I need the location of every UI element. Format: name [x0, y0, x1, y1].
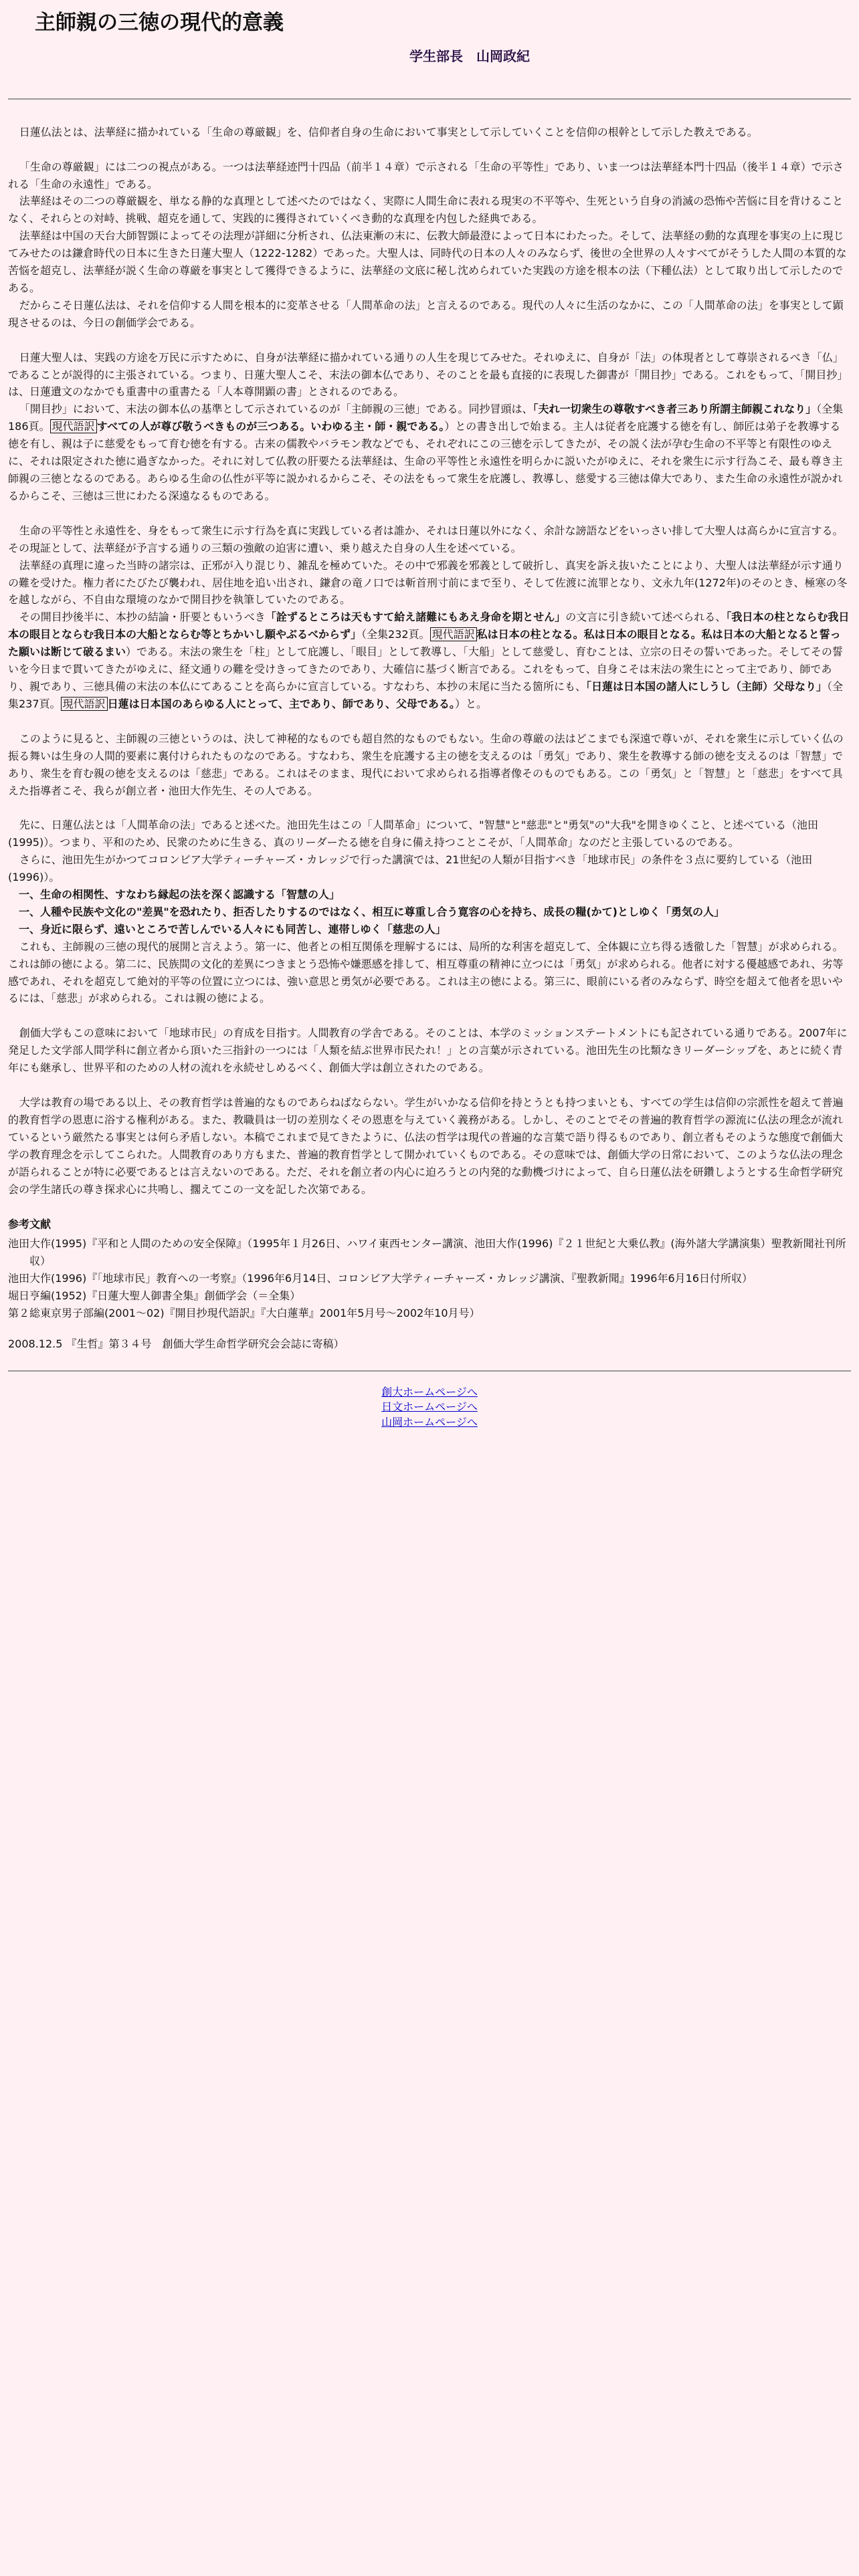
divider — [8, 1370, 851, 1372]
translation-text: 私は日本の柱となる。私は日本の眼目となる。私は日本の大船となると誓った願いは断じて破るまい — [8, 628, 841, 659]
reference-item: 池田大作(1995)『平和と人間のための安全保障』（1995年１月26日、ハワイ東西センター講演、池田大作(1996)『２１世紀と大乗仏教』(海外諸大学講演集）聖教新聞社刊所収） — [8, 1237, 846, 1268]
page-title: 主師親の三徳の現代的意義 — [35, 11, 284, 35]
section-global-citizen — [8, 817, 851, 1007]
link-japanese-dept-homepage[interactable]: 日文ホームページへ — [381, 1400, 478, 1414]
paragraph: だからこそ日蓮仏法は、それを信仰する人間を根本的に変革させる「人間革命の法」と言えるのである。現代の人々に生活のなかに、この「人間革命の法」を事実として顕現させるのは、今日の創価学会である。 — [8, 298, 844, 329]
translation-text: すべての人が尊び敬うべきものが三つある。いわゆる主・師・親である。 — [96, 420, 445, 433]
section-persecution — [8, 522, 851, 713]
quotation: 「詮ずるところは天もすて給え諸難にもあえ身命を期とせん」 — [265, 611, 566, 624]
section-intro — [8, 124, 851, 141]
section-kaimokusho — [8, 349, 851, 505]
nav-links — [8, 1385, 851, 1430]
text-run: （全集186頁。 — [8, 403, 844, 433]
paragraph: 生命の平等性と永遠性を、身をもって衆生に示す行為を真に実践している者は誰か、それは日蓮以外になく、余計な謗語などをいっさい排して大聖人は高らかに宣言する。その現証として、法華経が予言する通りの三類の強敵の迫害に遭い、乗り越えた自身の人生を述べている。 — [8, 524, 844, 554]
paragraph: 「生命の尊厳観」には二つの視点がある。一つは法華経迹門十四品（前半１４章）で示される「生命の平等性」であり、いま一つは法華経本門十四品（後半１４章）で示される「生命の永遠性」である。 — [8, 160, 844, 191]
paragraph — [8, 609, 851, 712]
text-run: ）との書き出しで始まる。主人は従者を庇護する徳を有し、師匠は弟子を教導する徳を有し、親は子に慈愛をもって育む徳を有する。古来の儒教やバラモン教などでも、それぞれにこの三徳を示してきたが、その説く法が孕む生命の不平等と有限性のゆえに、それは限定された徳に過ぎなかった。それに対して仏教の肝要たる法華経は、生命の平等性と永遠性を明らかに説いたがゆえに、それを衆生に示す行為こそ、最も尊き主師親の三徳となるのである。あらゆる生命の仏性が平等に説かれるからこそ、その法をもって衆生を庇護し、教導し、慈愛する三徳は偉大であり、また生命の永遠性が説かれるからこそ、三徳は三世にわたる深遠なるものである。 — [8, 420, 843, 502]
paragraph: 法華経は中国の天台大師智顗によってその法理が詳細に分析され、仏法東漸の末に、伝教大師最澄によって日本にわたった。そして、法華経の動的な真理を事実の上に現じてみせたのは鎌倉時代の日本に生きた日蓮大聖人（1222-1282）であった。大聖人は、同時代の日本の人々のみならず、後世の全世界の人々すべてがそうした人間の本質的な苦悩を超克し、法華経が説く生命の尊厳を事実として獲得できるように、法華経の文底に秘し沈められていた実践の方途を根本の法（下種仏法）として取り出して示したのである。 — [8, 229, 847, 294]
reference-item: 堀日亨編(1952)『日蓮大聖人御書全集』創価学会（＝全集） — [8, 1289, 301, 1303]
section-soka-university — [8, 1025, 851, 1077]
text-run: の文言に引き続いて述べられる、 — [565, 611, 727, 624]
paragraph: 法華経はその二つの尊厳観を、単なる静的な真理として述べたのではなく、実際に人間生命に表れる現実の不平等や、生死という自身の消滅の恐怖や苦悩に目を背けることなく、それらとの対峙、挑戦、超克を通して、実践的に獲得されていくべき動的な真理を内包した経典である。 — [8, 195, 844, 225]
link-soka-homepage[interactable]: 創大ホームページへ — [381, 1385, 478, 1398]
text-run: （全集232頁。 — [361, 628, 430, 641]
reference-item: 第２総東京男子部編(2001〜02)『開目抄現代語訳』『大白蓮華』2001年5月号〜2002年10月号） — [8, 1307, 480, 1320]
paragraph: 日蓮仏法とは、法華経に描かれている「生命の尊厳観」を、信仰者自身の生命において事実として示していくことを信仰の根幹として示した教えである。 — [19, 125, 758, 138]
list-item: 一、生命の相関性、すなわち縁起の法を深く認識する「智慧の人」 — [19, 888, 341, 901]
paragraph: 日蓮大聖人は、実践の方途を万民に示すために、自身が法華経に描かれている通りの人生を現じてみせた。それゆえに、自身が「法」の体現者として尊崇されるべき「仏」であることが説得的に主張されている。つまり、日蓮大聖人こそ、末法の御本仏であり、そのことを最も直接的に表現した御書が「開目抄」である。これをもって、「開目抄」は、日蓮遺文のなかでも重書中の重書たる「人本尊開顕の書」とされるのである。 — [8, 350, 848, 399]
paragraph: 法華経の真理に違った当時の諸宗は、正邪が入り混じり、雑乱を極めていた。その中で邪義を邪義として破折し、真実を訴え抜いたことにより、大聖人は法華経が示す通りの難を受けた。権力者にたびたび襲われ、居住地を追い出され、鎌倉の竜ノ口では斬首刑寸前にまで至り、そして佐渡に流罪となり、文永九年(1272年)のそのとき、極寒の冬を越しながら、不自由な環境のなかで開目抄を執筆していたのである。 — [8, 558, 848, 607]
paragraph: 大学は教育の場である以上、その教育哲学は普遍的なものであらねばならない。学生がいかなる信仰を持とうとも持つまいとも、すべての学生は信仰の宗派性を超えて普遍的教育哲学の恩恵に浴する権利がある。また、教職員は一切の差別なくその恩恵を与えていく義務がある。しかし、そのことでその普遍的教育哲学の源流に仏法の理念が流れているという厳然たる事実とは何ら矛盾しない。本稿でこれまで見てきたように、仏法の哲学は現代の普遍的な言葉で語り得るものであり、創立者もそのような態度で創価大学の教育理念を示してこられた。人間教育のあり方もまた、普遍的教育哲学として開かれていくものである。その意味では、創価大学の日常において、このような仏法の理念が語られることが特に必要であるとは言えないのである。ただ、それを創立者の内心に迫ろうとの内発的な動機づけによって、自ら日蓮仏法を研鑽しようとする生命哲学研究会の学生諸氏の尊き探求心に共鳴し、擱えてこの一文を記した次第である。 — [8, 1096, 844, 1196]
text-run: ）である。末法の衆生を「柱」として庇護し、「眼目」として教導し、「大船」として慈愛し、育むことは、立宗の日その誓いであった。そしてその誓いを今日まで貫いてきたがゆえに、経文通りの難を受けきってきたのであり、大確信に基づく断言である。これをもって、自身こそは末法の衆生にとって主であり、師であり、親であり、三徳具備の末法の本仏にてあることを高らかに宣言している。すなわち、本抄の末尾に当たる箇所にも、 — [8, 645, 843, 693]
paragraph: 先に、日蓮仏法とは「人間革命の法」であると述べた。池田先生はこの「人間革命」について、"智慧"と"慈悲"と"勇気"の"大我"を開きゆくこと、と述べている（池田(1995)）。つまり、平和のため、民衆のために生きる、真のリーダーたる徳を自身に備え持つことこそが、「人間革命」なのだと主張しているのである。 — [8, 819, 819, 849]
quotation: 「夫れ一切衆生の尊敬すべき者三あり所謂主師親これなり」 — [533, 403, 817, 416]
paragraph — [8, 401, 851, 504]
paragraph: このように見ると、主師親の三徳というのは、決して神秘的なものでも超自然的なものでもない。生命の尊厳の法はどこまでも深遠で尊いが、それを衆生に示していく仏の振る舞いは生身の人間的要素に裏付けられたものなのである。すなわち、衆生を庇護する主の徳を支えるのは「勇気」であり、衆生を教導する師の徳を支えるのは「智慧」であり、衆生を育む親の徳を支えるのは「慈悲」である。これはそのまま、現代において求められる指導者像そのものでもある。この「勇気」と「智慧」と「慈悲」をすべて具えた指導者こそ、我らが創立者・池田大作先生、その人である。 — [8, 732, 844, 797]
divider — [8, 98, 851, 100]
paragraph: これも、主師親の三徳の現代的展開と言えよう。第一に、他者との相互関係を理解するには、局所的な利害を超克して、全体観に立ち得る透徹した「智慧」が求められる。これは師の徳による。第二に、民族間の文化的差異につきまとう恐怖や嫌悪感を排して、相互尊重の精神に立つには「勇気」が求められる。他者に対する優越感であれ、劣等感であれ、それを超克して絶対的平等の位置に立つには、強い意思と勇気が必要である。これは主の徳による。第三に、眼前にいる者のみならず、時空を超えて他者を思いやるには、「慈悲」が求められる。これは親の徳による。 — [8, 940, 844, 1005]
text-run: 「開目抄」において、末法の御本仏の基準として示されているのが「主師親の三徳」である。同抄冒頭は、 — [19, 403, 533, 416]
quotation: 「日蓮は日本国の諸人にしうし（主師）父母なり」 — [586, 679, 828, 693]
list-item: 一、人種や民族や文化の"差異"を恐れたり、拒否したりするのではなく、相互に尊重し合う寛容の心を持ち、成長の糧(かて)としゆく「勇気の人」 — [19, 905, 725, 918]
section-dignity — [8, 158, 851, 332]
section-education — [8, 1094, 851, 1198]
text-run: その開目抄後半に、本抄の結論・肝要ともいうべき — [19, 611, 266, 624]
paragraph: 創価大学もこの意味において「地球市民」の育成を目指す。人間教育の学舎である。そのことは、本学のミッションステートメントにも記されている通りである。2007年に発足した文学部人間学科に創立者から頂いた三指針の一つには「人類を結ぶ世界市民たれ！」との言葉が示されている。池田先生の比類なきリーダーシップを、あとに続く青年にも継承し、世界平和のための人材の流れを永続せしめるべく、創価大学は創立されたのである。 — [8, 1027, 848, 1075]
translation-label: 現代語訳 — [430, 627, 477, 641]
references-heading: 参考文献 — [8, 1217, 52, 1230]
list-item: 一、身近に限らず、遠いところで苦しんでいる人々にも同苦し、連帯しゆく「慈悲の人」 — [19, 922, 446, 936]
translation-text: 日蓮は日本国のあらゆる人にとって、主であり、師であり、父母である。 — [107, 697, 455, 710]
reference-item: 池田大作(1996)『「地球市民」教育への一考察』（1996年6月14日、コロンビア大学ティーチャーズ・カレッジ講演、『聖教新聞』1996年6月16日付所収） — [8, 1272, 753, 1285]
references — [8, 1216, 851, 1353]
text-run: （全集237頁。 — [8, 679, 844, 710]
translation-label: 現代語訳 — [61, 697, 108, 711]
translation-label: 現代語訳 — [50, 419, 97, 433]
author-line: 学生部長 山岡政紀 — [409, 48, 530, 65]
link-yamaoka-homepage[interactable]: 山岡ホームページへ — [381, 1415, 478, 1428]
text-run: ）と。 — [454, 697, 487, 710]
paragraph: さらに、池田先生がかつてコロンビア大学ティーチャーズ・カレッジで行った講演では、21世紀の人類が目指すべき「地球市民」の条件を３点に要約している（池田(1996)）。 — [8, 853, 813, 884]
section-three-virtues — [8, 730, 851, 800]
publication-note: 2008.12.5 『生哲』第３４号 創価大学生命哲学研究会会誌に寄稿） — [8, 1337, 345, 1350]
quotation: 「我日本の柱とならむ我日本の眼目とならむ我日本の大船とならむ等とちかいし願やぶるべからず」 — [8, 611, 850, 641]
